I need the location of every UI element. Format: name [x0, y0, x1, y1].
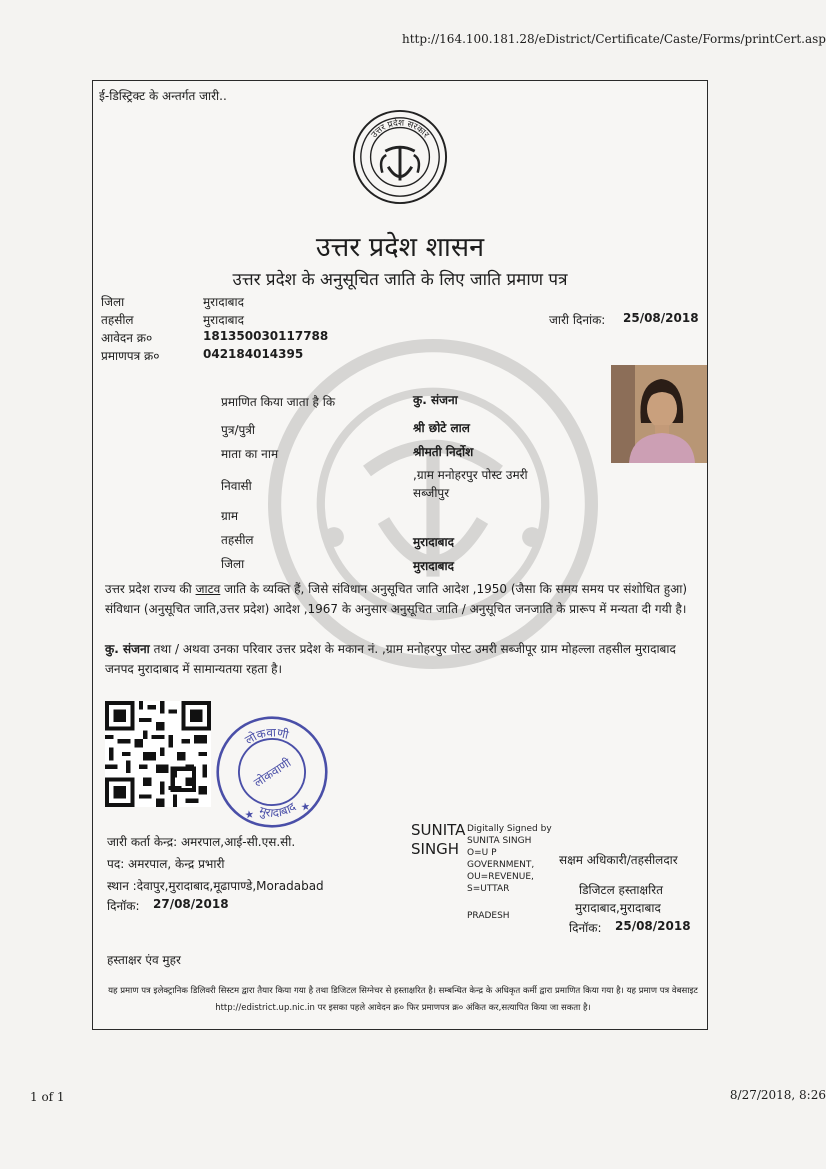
svg-text:★: ★ [243, 807, 256, 822]
digital-signature-block [411, 821, 552, 921]
certificate-number-label: प्रमाणपत्र क्र० [101, 349, 160, 363]
seal-inner-text: लोकवाणी [251, 755, 294, 790]
issued-under-text: ई-डिस्ट्रिक्ट के अन्तर्गत जारी.. [99, 89, 227, 103]
issuer-date-label: दिनॉक: [107, 899, 140, 913]
signature-line: S=UTTAR [467, 884, 510, 894]
mother-name: श्रीमती निर्दोश [413, 445, 474, 459]
tehsil-value: मुरादाबाद [203, 313, 245, 327]
watermark-emblem-icon [268, 339, 598, 669]
signer-name: SUNITA SINGH [411, 821, 466, 858]
svg-text:मुरादाबाद [255, 798, 299, 822]
parent-name: श्री छोटे लाल [413, 421, 470, 435]
tehsil-label: तहसील [101, 313, 134, 327]
village-label: ग्राम [221, 509, 239, 523]
authority-digital: डिजिटल हस्ताक्षरित [579, 883, 663, 897]
signature-line: O=U P [467, 848, 497, 858]
residence-paragraph [105, 639, 701, 679]
issue-date-label: जारी दिनांक: [549, 313, 606, 327]
resident-line2: सब्जीपुर [413, 486, 450, 500]
certificate-footer-note: यह प्रमाण पत्र इलेक्ट्रानिक डिलिवरी सिस्टम द्वारा तैयार किया गया है तथा डिजिटल सिग्नेचर से हस्ताक्षरित है। सम्बन्धित केन्द्र के अधिकृत कर्मी द्वारा प्रमाणित किया गया है। यह प्रमाण पत्र वेबसाइट http://edistrict.up.nic.in पर इसका पहले आवेदन क्र० फिर प्रमाणपत्र क्र० अंकित कर,सत्यापित किया जा सकता है। [108, 986, 698, 1013]
issuing-center: जारी कर्ता केन्द्र: अमरपाल,आई-सी.एस.सी. [107, 835, 296, 849]
page-url: http://164.100.181.28/eDistrict/Certificate/Caste/Forms/printCert.asp [401, 32, 826, 46]
signature-line: GOVERNMENT, [467, 860, 535, 870]
svg-text:उत्तर प्रदेश सरकार [370, 118, 431, 141]
svg-text:★: ★ [299, 799, 312, 814]
emblem-arc-text: उत्तर प्रदेश सरकार [369, 118, 431, 141]
residence-paragraph-text: तथा / अथवा उनका परिवार उत्तर प्रदेश के मकान नं. ,ग्राम मनोहरपुर पोस्ट उमरी सब्जीपूर ग्राम मोहल्ला तहसील मुरादाबाद जनपद मुरादाबाद में सामान्यतया रहता है। [105, 642, 676, 676]
seal-bottom-text: मुरादाबाद [257, 799, 299, 821]
residence-paragraph-name: कु. संजना [105, 642, 150, 656]
applicant-name: कु. संजना [413, 393, 458, 407]
certificate-number-value: 042184014395 [203, 347, 304, 361]
certify-label: प्रमाणित किया जाता है कि [221, 395, 336, 409]
caste-name: जाटव [195, 582, 221, 596]
application-number-value: 181350030117788 [203, 329, 329, 343]
authority-place: मुरादाबाद,मुरादाबाद [575, 901, 661, 915]
certificate-document [92, 80, 708, 1030]
applicant-photo [611, 365, 707, 463]
issue-date-value: 25/08/2018 [623, 311, 699, 325]
authority-date-label: दिनॉक: [569, 921, 602, 935]
certificate-subtitle: उत्तर प्रदेश के अनुसूचित जाति के लिए जाति प्रमाण पत्र [232, 270, 568, 290]
signature-line: SUNITA SINGH [467, 836, 532, 846]
detail-tehsil-label: तहसील [221, 533, 254, 547]
detail-district-value: मुरादाबाद [413, 559, 455, 573]
caste-paragraph [105, 579, 701, 619]
parent-label: पुत्र/पुत्री [221, 423, 256, 437]
authority-date-value: 25/08/2018 [615, 919, 691, 933]
resident-label: निवासी [221, 479, 252, 493]
district-value: मुरादाबाद [203, 295, 245, 309]
detail-district-label: जिला [221, 557, 245, 571]
detail-tehsil-value: मुरादाबाद [413, 535, 455, 549]
signature-line: Digitally Signed by [467, 824, 552, 834]
print-datetime: 8/27/2018, 8:26 [729, 1088, 826, 1102]
seal-top-text: लोकवाणी [242, 725, 291, 748]
caste-paragraph-pre: उत्तर प्रदेश राज्य की [105, 582, 196, 596]
mother-label: माता का नाम [221, 447, 279, 461]
issuer-place: स्थान :देवापुर,मुरादाबाद,मूढापाण्डे,Moradabad [107, 879, 324, 893]
lokvani-seal-stamp [213, 713, 331, 831]
certificate-title: उत्तर प्रदेश शासन [315, 232, 485, 263]
authority-title: सक्षम अधिकारी/तहसीलदार [559, 853, 678, 867]
signature-line: OU=REVENUE, [467, 872, 534, 882]
issuer-post: पद: अमरपाल, केन्द्र प्रभारी [107, 857, 225, 871]
issuer-date-value: 27/08/2018 [153, 897, 229, 911]
resident-line1: ,ग्राम मनोहरपुर पोस्ट उमरी [413, 468, 528, 482]
caste-paragraph-post: जाति के व्यक्ति हैं, जिसे संविधान अनुसूचित जाति आदेश ,1950 (जैसा कि समय समय पर संशोधित हुआ) संविधान (अनुसूचित जाति,उत्तर प्रदेश) आदेश ,1967 के अनुसार अनुसूचित जाति / अनुसूचित जनजाति के प्रारूप में मन्यता दी गयी है। [105, 582, 688, 616]
svg-text:लोकवाणी [242, 722, 293, 748]
signature-line-state: PRADESH [467, 911, 510, 921]
district-label: जिला [101, 295, 125, 309]
signature-seal-label: हस्ताक्षर एंव मुहर [107, 953, 181, 967]
qr-code-icon [105, 701, 211, 807]
up-government-emblem-icon [351, 108, 449, 206]
page-count: 1 of 1 [30, 1090, 65, 1104]
application-number-label: आवेदन क्र० [101, 331, 153, 345]
